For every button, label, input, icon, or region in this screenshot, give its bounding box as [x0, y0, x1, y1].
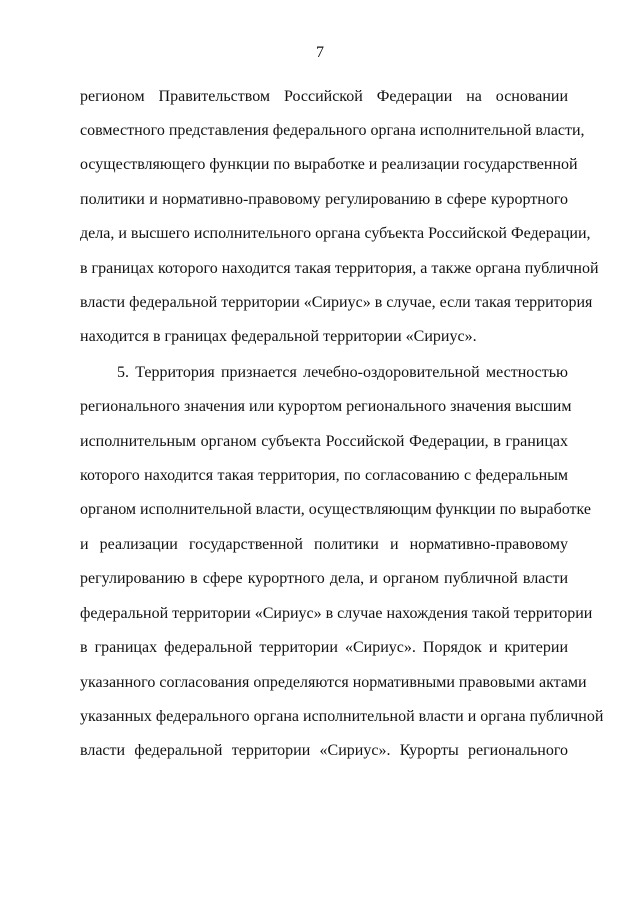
text-line: исполнительным органом субъекта Российской Федерации, в границах: [80, 433, 568, 450]
text-line: регулированию в сфере курортного дела, и органом публичной власти: [80, 570, 568, 587]
text-line: указанных федерального органа исполнительной власти и органа публичной: [80, 708, 604, 725]
text-line: органом исполнительной власти, осуществляющим функции по выработке: [80, 501, 591, 518]
page-number: 7: [316, 44, 324, 61]
text-line: в границах которого находится такая территория, а также органа публичной: [80, 260, 599, 277]
text-line: осуществляющего функции по выработке и реализации государственной: [80, 156, 578, 173]
text-line: в границах федеральной территории «Сириус». Порядок и критерии: [80, 639, 568, 656]
text-line: политики и нормативно-правовому регулированию в сфере курортного: [80, 191, 568, 208]
text-line: дела, и высшего исполнительного органа субъекта Российской Федерации,: [80, 225, 591, 242]
text-line: регионом Правительством Российской Федерации на основании: [80, 88, 568, 105]
text-line: власти федеральной территории «Сириус». Курорты регионального: [80, 742, 568, 759]
text-line: регионального значения или курортом регионального значения высшим: [80, 398, 572, 415]
text-line: федеральной территории «Сириус» в случае нахождения такой территории: [80, 605, 593, 622]
text-line: указанного согласования определяются нормативными правовыми актами: [80, 674, 587, 691]
text-line: и реализации государственной политики и нормативно-правовому: [80, 536, 568, 553]
text-line: совместного представления федерального органа исполнительной власти,: [80, 122, 585, 139]
paragraph-start-line: 5. Территория признается лечебно-оздоровительной местностью: [117, 364, 568, 381]
text-line: которого находится такая территория, по согласованию с федеральным: [80, 467, 568, 484]
text-line: находится в границах федеральной территории «Сириус».: [80, 328, 477, 345]
text-line: власти федеральной территории «Сириус» в случае, если такая территория: [80, 294, 593, 311]
